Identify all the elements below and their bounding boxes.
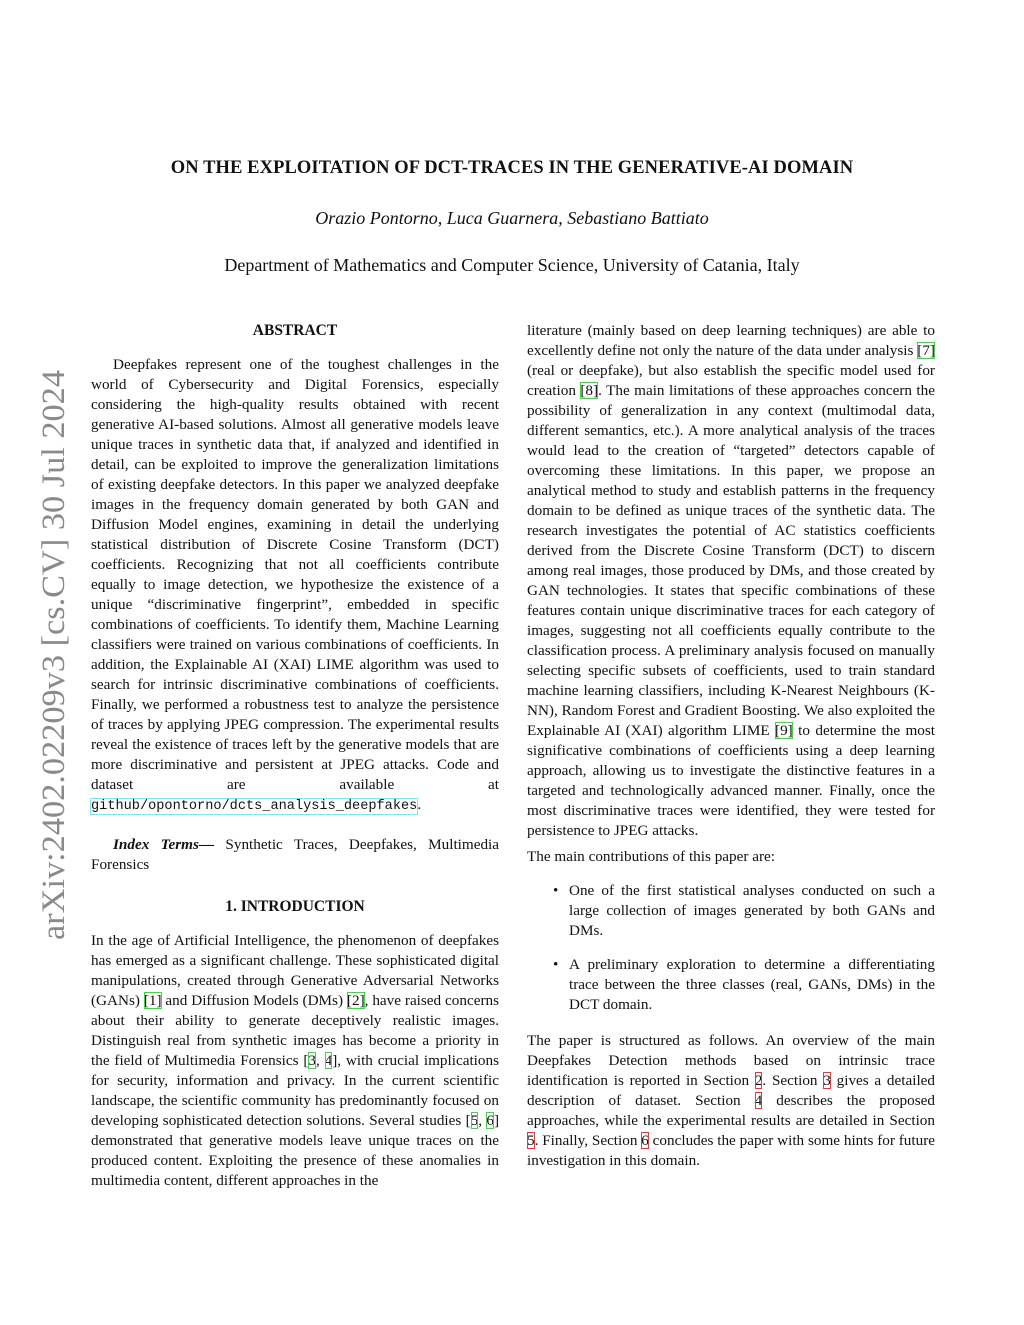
abstract-end: . [417,796,422,813]
section-link[interactable]: 4 [754,1092,763,1109]
author-list: Orazio Pontorno, Luca Guarnera, Sebastiano Battiato [315,208,709,228]
citation-link[interactable]: [7] [917,342,935,359]
contributions-lead: The main contributions of this paper are: [527,848,775,865]
intro-text: to determine the most significative combinations of coefficients using a deep learning approach, allowing us to investigate the distinctive features in a targeted and technologically advanced manner. Finally, once the most discriminative traces were identified, they were tested for persistence to JPEG attacks. [527,722,935,839]
abstract-body-text: Deepfakes represent one of the toughest challenges in the world of Cybersecurity and Digital Forensics, especially considering the high-quality results obtained with recent generative AI-based solutions. Almost all generative models leave unique traces in synthetic data that, if analyzed and identified in detail, can be exploited to improve the generalization limitations of existing deepfake detectors. In this paper we analyzed deepfake images in the frequency domain generated by both GAN and Diffusion Model engines, examining in detail the underlying statistical distribution of Discrete Cosine Transform (DCT) coefficients. Recognizing that not all coefficients contribute equally to image detection, we hypothesize the existence of a unique “discriminative fingerprint”, embedded in specific combinations of coefficients. To identify them, Machine Learning classifiers were trained on various combinations of coefficients. In addition, the Explainable AI (XAI) LIME algorithm was used to search for intrinsic discriminative combinations of coefficients. Finally, we performed a robustness test to analyze the persistence of traces by applying JPEG compression. The experimental results reveal the existence of traces left by the generative models that are more discriminative and persistent at JPEG attacks. Code and dataset are available at [91,356,499,793]
affiliation: Department of Mathematics and Computer Science, University of Catania, Italy [224,255,800,275]
abstract-text [91,355,499,817]
intro-text: . Finally, Section [534,1132,642,1149]
contributions-list [527,881,935,1015]
arxiv-identifier [22,365,82,945]
intro-text: (real or deepfake), but also establish the specific model used for creation [527,362,935,399]
intro-text: The paper is structured as follows. An overview of the main Deepfakes Detection methods based on intrinsic trace identification is reported in Section [527,1032,935,1089]
intro-text: literature (mainly based on deep learning techniques) are able to excellently define not only the nature of the data under analysis [527,322,935,359]
intro-text: , have raised concerns about their ability to generate deceptively realistic images. Distinguish real from synthetic images has become a priority in the field of Multimedia Forensics [ [91,992,500,1069]
section-link[interactable]: 5 [527,1132,535,1149]
introduction-paragraph-2 [527,321,935,841]
citation-link[interactable]: 3 [308,1052,316,1069]
index-terms-text: Synthetic Traces, Deepfakes, Multimedia Forensics [91,836,500,873]
intro-text: gives a detailed description of dataset. Section [527,1072,935,1109]
abstract-heading: ABSTRACT [252,322,338,339]
intro-text: concludes the paper with some hints for future investigation in this domain. [527,1132,936,1169]
section-link[interactable]: 2 [754,1072,763,1089]
intro-text: , [478,1112,487,1129]
intro-text: describes the proposed approaches, while the experimental results are detailed in Section [527,1092,935,1129]
list-item [527,881,935,941]
introduction-heading: 1. INTRODUCTION [225,898,365,915]
section-link[interactable]: 3 [823,1072,831,1089]
intro-text: ], with crucial implications for security, information and privacy. In the current scientific landscape, the scientific community has predominantly focused on developing sophisticated detection solutions. Several studies [ [91,1052,499,1129]
section-link[interactable]: 6 [641,1132,649,1149]
contribution-text: One of the first statistical analyses conducted on such a large collection of images generated by both GANs and DMs. [569,882,935,939]
intro-text: In the age of Artificial Intelligence, the phenomenon of deepfakes has emerged as a significant challenge. These sophisticated digital manipulations, created through Generative Adversarial Networks (GANs) [91,932,499,1009]
index-terms [91,835,499,875]
citation-link[interactable]: [8] [580,382,599,399]
arxiv-identifier-text: arXiv:2402.02209v3 [cs.CV] 30 Jul 2024 [36,391,72,940]
citation-link[interactable]: 6 [486,1112,494,1129]
citation-link[interactable]: [9] [775,722,793,739]
intro-text: and Diffusion Models (DMs) [161,992,347,1009]
citation-link[interactable]: [2] [346,992,365,1009]
introduction-paragraph-3 [527,1031,935,1171]
contribution-text: A preliminary exploration to determine a differentiating trace between the three classes (real, GANs, DMs) in the DCT domain. [569,956,935,1013]
intro-text: ] demonstrated that generative models leave unique traces on the produced content. Exploiting the presence of these anomalies in multimedia content, different approaches in the [91,1112,499,1189]
citation-link[interactable]: 5 [470,1112,479,1129]
bullet-icon: • [553,882,559,899]
intro-text: , [315,1052,325,1069]
paper-title: ON THE EXPLOITATION OF DCT-TRACES IN THE GENERATIVE-AI DOMAIN [170,158,854,178]
bullet-icon: • [553,956,559,973]
intro-text: . The main limitations of these approaches concern the possibility of generalization in any context (multimodal data, different semantics, etc.). A more analytical analysis of the traces would lead to the creation of “targeted” detectors capable of overcoming these limitations. In this paper, we propose an analytical method to study and establish patterns in the frequency domain to be defined as unique traces of the synthetic data. The research investigates the potential of AC statistics coefficients derived from the Discrete Cosine Transform (DCT) to discern among real images, those produced by DMs, and those created by GAN technologies. It states that specific combinations of these features contain unique discriminative traces for each category of images, suggesting not all coefficients equally contribute to the classification process. A preliminary analysis focused on manually selecting specific subsets of coefficients, used to train standard machine learning classifiers, including K-Nearest Neighbours (K-NN), Random Forest and Gradient Boosting. We also exploited the Explainable AI (XAI) algorithm LIME [527,382,935,739]
left-column [91,321,499,1191]
list-item [527,955,935,1015]
code-repository-link[interactable]: github/opontorno/dcts_analysis_deepfakes [91,799,418,814]
right-column [527,321,935,1171]
intro-text: . Section [762,1072,824,1089]
arxiv-identifier-graphic [22,365,82,945]
citation-link[interactable]: 4 [324,1052,333,1069]
citation-link[interactable]: [1] [143,992,162,1009]
introduction-paragraph-1 [91,931,499,1191]
index-terms-label: Index Terms— [113,836,215,853]
